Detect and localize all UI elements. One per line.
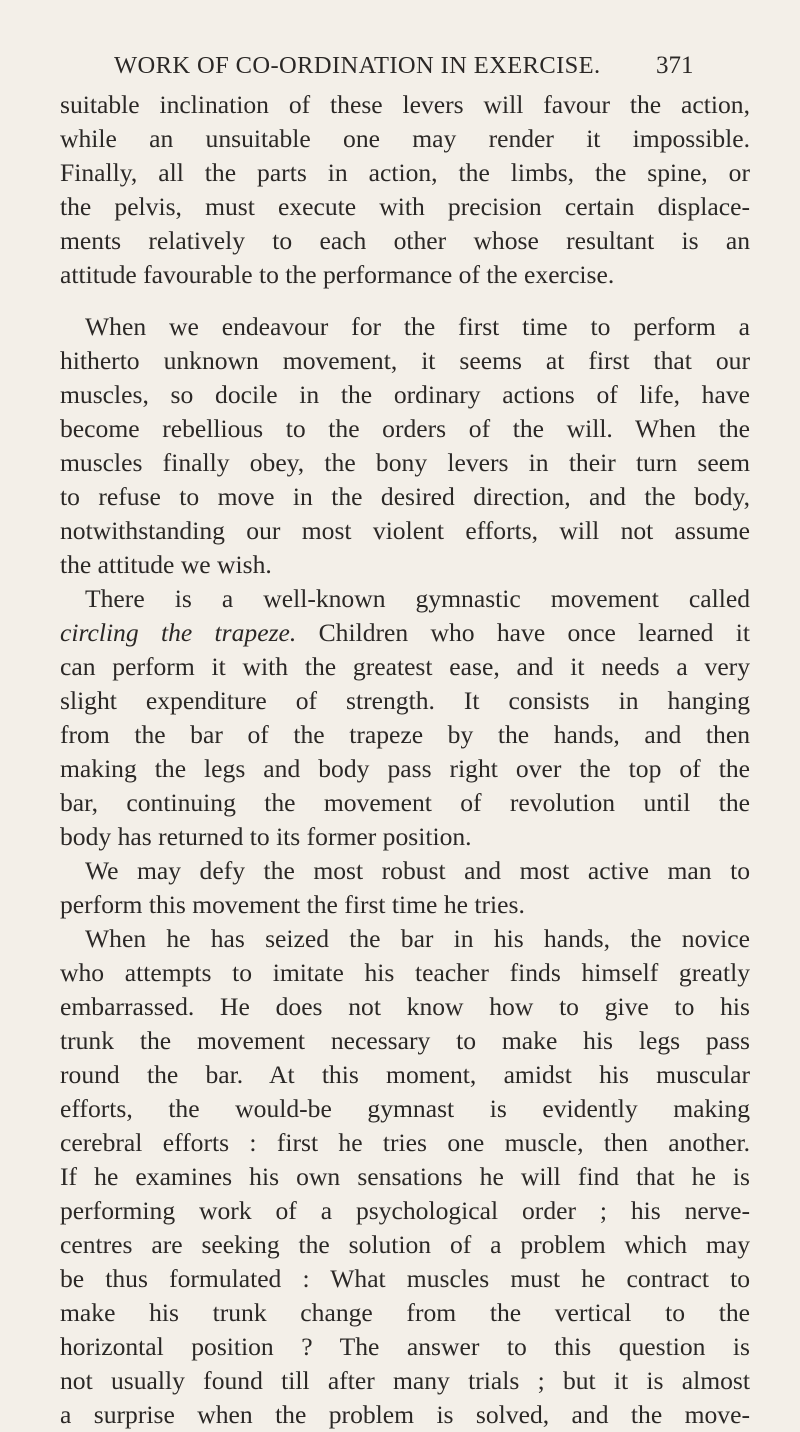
text-line: notwithstanding our most violent efforts, will not assume bbox=[60, 516, 750, 545]
text-line: who attempts to imitate his teacher finds himself greatly bbox=[60, 958, 750, 987]
text-line: trunk the movement necessary to make his legs pass bbox=[60, 1026, 750, 1055]
text-line: become rebellious to the orders of the will. When the bbox=[60, 414, 750, 443]
text-line: while an unsuitable one may render it impossible. bbox=[60, 124, 750, 153]
text-line: round the bar. At this moment, amidst his muscular bbox=[60, 1060, 750, 1089]
text-line: slight expenditure of strength. It consists in hanging bbox=[60, 686, 750, 715]
text-line: centres are seeking the solution of a problem which may bbox=[60, 1230, 750, 1259]
body-text bbox=[60, 88, 750, 1432]
text-line: perform this movement the first time he tries. bbox=[60, 890, 525, 919]
text-line: When we endeavour for the first time to perform a bbox=[85, 312, 750, 341]
text-line: bar, continuing the movement of revolution until the bbox=[60, 788, 750, 817]
paragraph-gap bbox=[60, 292, 750, 310]
page-number: 371 bbox=[656, 52, 694, 79]
text-line-mixed bbox=[60, 616, 750, 650]
text-line: make his trunk change from the vertical to the bbox=[60, 1298, 750, 1327]
italic-term: circling the trapeze. bbox=[60, 618, 297, 647]
text-line: attitude favourable to the performance of the exercise. bbox=[60, 260, 615, 289]
text-line: Finally, all the parts in action, the limbs, the spine, or bbox=[60, 158, 750, 187]
page-header bbox=[0, 52, 800, 82]
text-line: muscles, so docile in the ordinary actions of life, have bbox=[60, 380, 750, 409]
text-line: We may defy the most robust and most active man to bbox=[85, 856, 750, 885]
text-line: When he has seized the bar in his hands, the novice bbox=[85, 924, 750, 953]
text-fragment: Children who have once learned it bbox=[296, 618, 750, 647]
text-line: There is a well-known gymnastic movement called bbox=[85, 584, 750, 613]
text-line: can perform it with the greatest ease, and it needs a very bbox=[60, 652, 750, 681]
text-line: the pelvis, must execute with precision certain displace- bbox=[60, 192, 750, 221]
text-line: embarrassed. He does not know how to give to his bbox=[60, 992, 750, 1021]
text-line: cerebral efforts : first he tries one muscle, then another. bbox=[60, 1128, 750, 1157]
text-line: body has returned to its former position. bbox=[60, 822, 472, 851]
text-line: making the legs and body pass right over the top of the bbox=[60, 754, 750, 783]
text-line: a surprise when the problem is solved, and the move- bbox=[60, 1400, 750, 1429]
text-line: hitherto unknown movement, it seems at first that our bbox=[60, 346, 750, 375]
text-line: ments relatively to each other whose resultant is an bbox=[60, 226, 750, 255]
running-title: WORK OF CO-ORDINATION IN EXERCISE. bbox=[114, 52, 601, 79]
text-line: suitable inclination of these levers will favour the action, bbox=[60, 90, 750, 119]
text-line: not usually found till after many trials ; but it is almost bbox=[60, 1366, 750, 1395]
text-line: be thus formulated : What muscles must he contract to bbox=[60, 1264, 750, 1293]
text-line: from the bar of the trapeze by the hands, and then bbox=[60, 720, 750, 749]
text-line: muscles finally obey, the bony levers in their turn seem bbox=[60, 448, 750, 477]
text-line: performing work of a psychological order ; his nerve- bbox=[60, 1196, 750, 1225]
text-line: the attitude we wish. bbox=[60, 550, 272, 579]
text-line: to refuse to move in the desired direction, and the body, bbox=[60, 482, 750, 511]
text-line: If he examines his own sensations he will find that he is bbox=[60, 1162, 750, 1191]
text-line: efforts, the would-be gymnast is evidently making bbox=[60, 1094, 750, 1123]
text-line: horizontal position ? The answer to this question is bbox=[60, 1332, 750, 1361]
